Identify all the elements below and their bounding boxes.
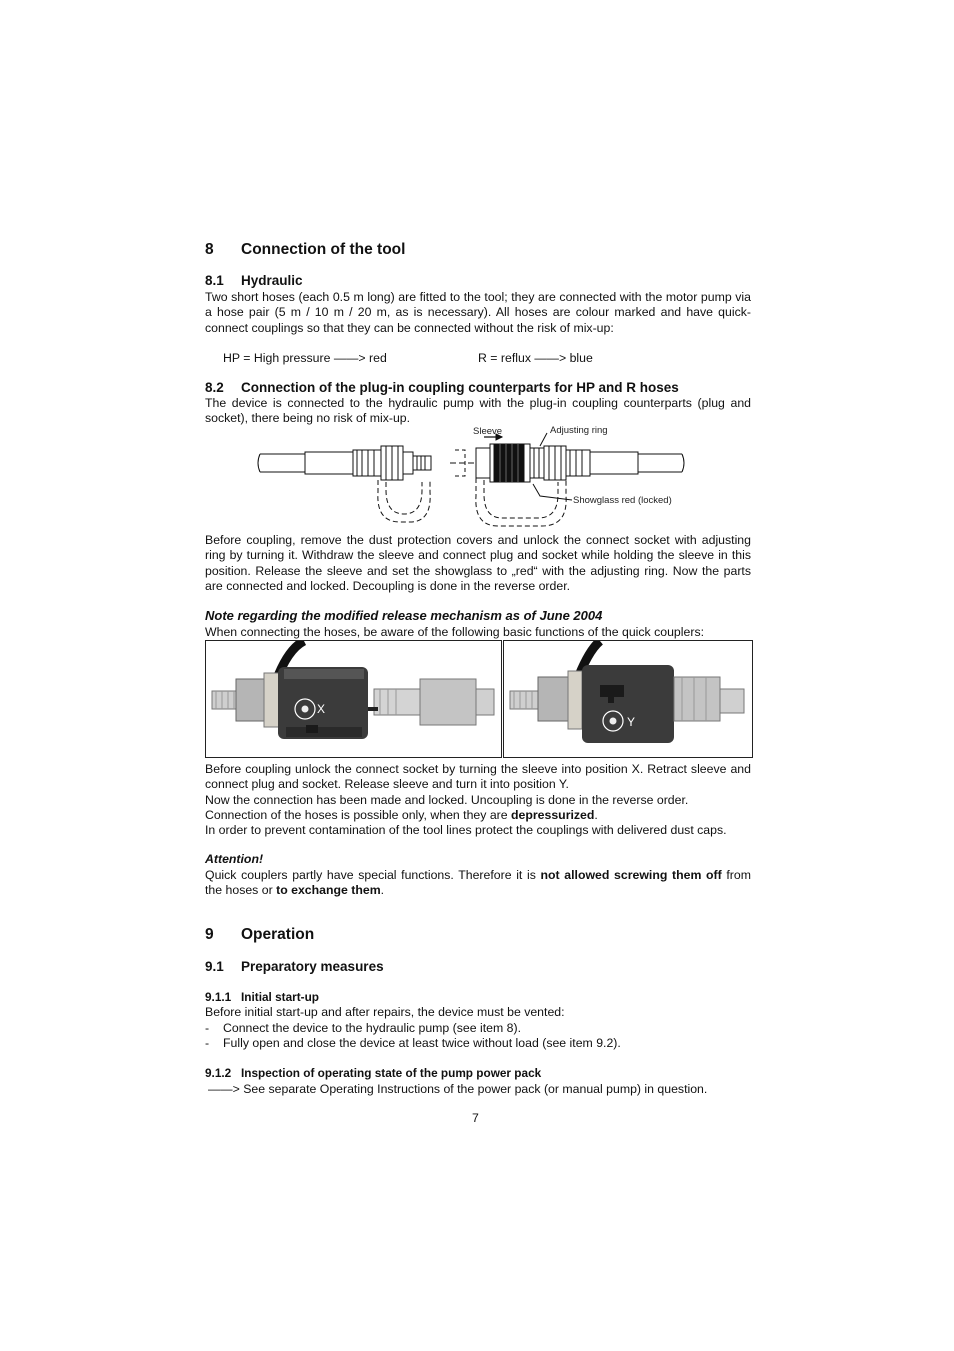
attention-text-3: .: [380, 883, 385, 898]
hydraulic-paragraph: Two short hoses (each 0.5 m long) are fitted to the tool; they are connected with the motor pump via a hose pair (5 m / 10 m / 20 m, as is necessary). All hoses are colour marked and have quick-connect couplings so that they can be connected without the risk of mix-up:: [205, 290, 751, 335]
depressurized-emphasis: depressurized: [511, 807, 595, 822]
coupler-locked-image: [504, 641, 752, 757]
subsection-number: 9.1.1: [205, 990, 232, 1004]
note-line-2: Now the connection has been made and locked. Uncoupling is done in the reverse order.: [205, 792, 689, 807]
initial-startup-list: [205, 1021, 751, 1052]
section-number: 8: [205, 241, 214, 258]
hp-color-line: HP = High pressure ——> red: [223, 351, 387, 365]
coupling-intro-paragraph: The device is connected to the hydraulic pump with the plug-in coupling counterparts (plug and socket), there being no risk of mix-up.: [205, 396, 751, 426]
showglass-label: Showglass red (locked): [573, 495, 672, 506]
attention-heading: Attention!: [205, 852, 264, 866]
position-x-label: X: [317, 702, 326, 716]
coupler-unlocked-image: [206, 641, 501, 757]
list-dash: -: [205, 1036, 210, 1051]
section-9-heading: [205, 926, 314, 944]
subsection-number: 9.1.2: [205, 1066, 232, 1080]
attention-emphasis-2: to exchange them: [276, 883, 381, 898]
subsection-number: 8.2: [205, 380, 224, 395]
position-y-label: Y: [627, 715, 636, 729]
note-line-3-text: Connection of the hoses is possible only, when they are: [205, 807, 512, 822]
list-dash: -: [205, 1021, 210, 1035]
note-heading: Note regarding the modified release mechanism as of June 2004: [205, 608, 603, 623]
note-line-4: In order to prevent contamination of the tool lines protect the couplings with delivered dust caps.: [205, 823, 727, 838]
sleeve-label: Sleeve: [473, 426, 503, 437]
subsection-8-2-heading: [205, 380, 679, 395]
coupling-procedure-paragraph: Before coupling, remove the dust protection covers and unlock the connect socket with adjusting ring by turning it. Withdraw the sleeve and connect plug and socket while holding the sleeve in this position. Release the sleeve and set the showglass to „red“ with the adjusting ring. Now the parts are connected and locked. Decoupling is done in the reverse order.: [205, 533, 751, 593]
r-color-line: R = reflux ——> blue: [478, 351, 593, 365]
note-line-3-end: .: [594, 807, 598, 822]
note-intro: When connecting the hoses, be aware of the following basic functions of the quick couplers:: [205, 625, 705, 639]
subsection-number: 8.1: [205, 273, 224, 288]
section-8-heading: [205, 241, 405, 259]
list-item: [205, 1021, 751, 1036]
list-item: [205, 1036, 751, 1051]
photo-position-x: [205, 640, 502, 758]
pump-inspection-paragraph: ——> See separate Operating Instructions of the power pack (or manual pump) in question.: [208, 1082, 708, 1096]
section-title: Operation: [241, 926, 315, 943]
list-item-text: Connect the device to the hydraulic pump (see item 8).: [223, 1021, 522, 1035]
subsection-title: Hydraulic: [241, 273, 303, 288]
subsection-9-1-2-heading: [205, 1066, 541, 1080]
note-line-1: Before coupling unlock the connect socket by turning the sleeve into position X. Retract sleeve and connect plug and socket. Release sleeve and turn it into position Y.: [205, 762, 751, 792]
subsection-title: Initial start-up: [241, 990, 319, 1004]
note-line-3: [205, 808, 751, 823]
list-item-text: Fully open and close the device at least twice without load (see item 9.2).: [223, 1036, 621, 1051]
attention-text-2: from the hoses or: [205, 868, 751, 898]
subsection-9-1-1-heading: [205, 990, 319, 1004]
attention-paragraph: [205, 868, 751, 899]
photo-position-y: [503, 640, 753, 758]
page-number: 7: [472, 1111, 479, 1125]
section-title: Connection of the tool: [241, 241, 406, 258]
attention-text-1: Quick couplers partly have special functions. Therefore it is: [205, 868, 541, 882]
subsection-title: Inspection of operating state of the pump power pack: [241, 1066, 542, 1080]
subsection-title: Connection of the plug-in coupling counterparts for HP and R hoses: [241, 380, 679, 395]
subsection-9-1-heading: [205, 959, 384, 974]
subsection-number: 9.1: [205, 959, 224, 974]
quick-coupler-instructions: [205, 762, 751, 838]
initial-startup-intro: Before initial start-up and after repairs, the device must be vented:: [205, 1005, 565, 1019]
subsection-8-1-heading: [205, 273, 303, 288]
subsection-title: Preparatory measures: [241, 959, 384, 974]
section-number: 9: [205, 926, 214, 943]
adjusting-ring-label: Adjusting ring: [550, 425, 608, 436]
coupling-diagram: [250, 420, 700, 532]
attention-emphasis-1: not allowed screwing them off: [540, 868, 722, 882]
